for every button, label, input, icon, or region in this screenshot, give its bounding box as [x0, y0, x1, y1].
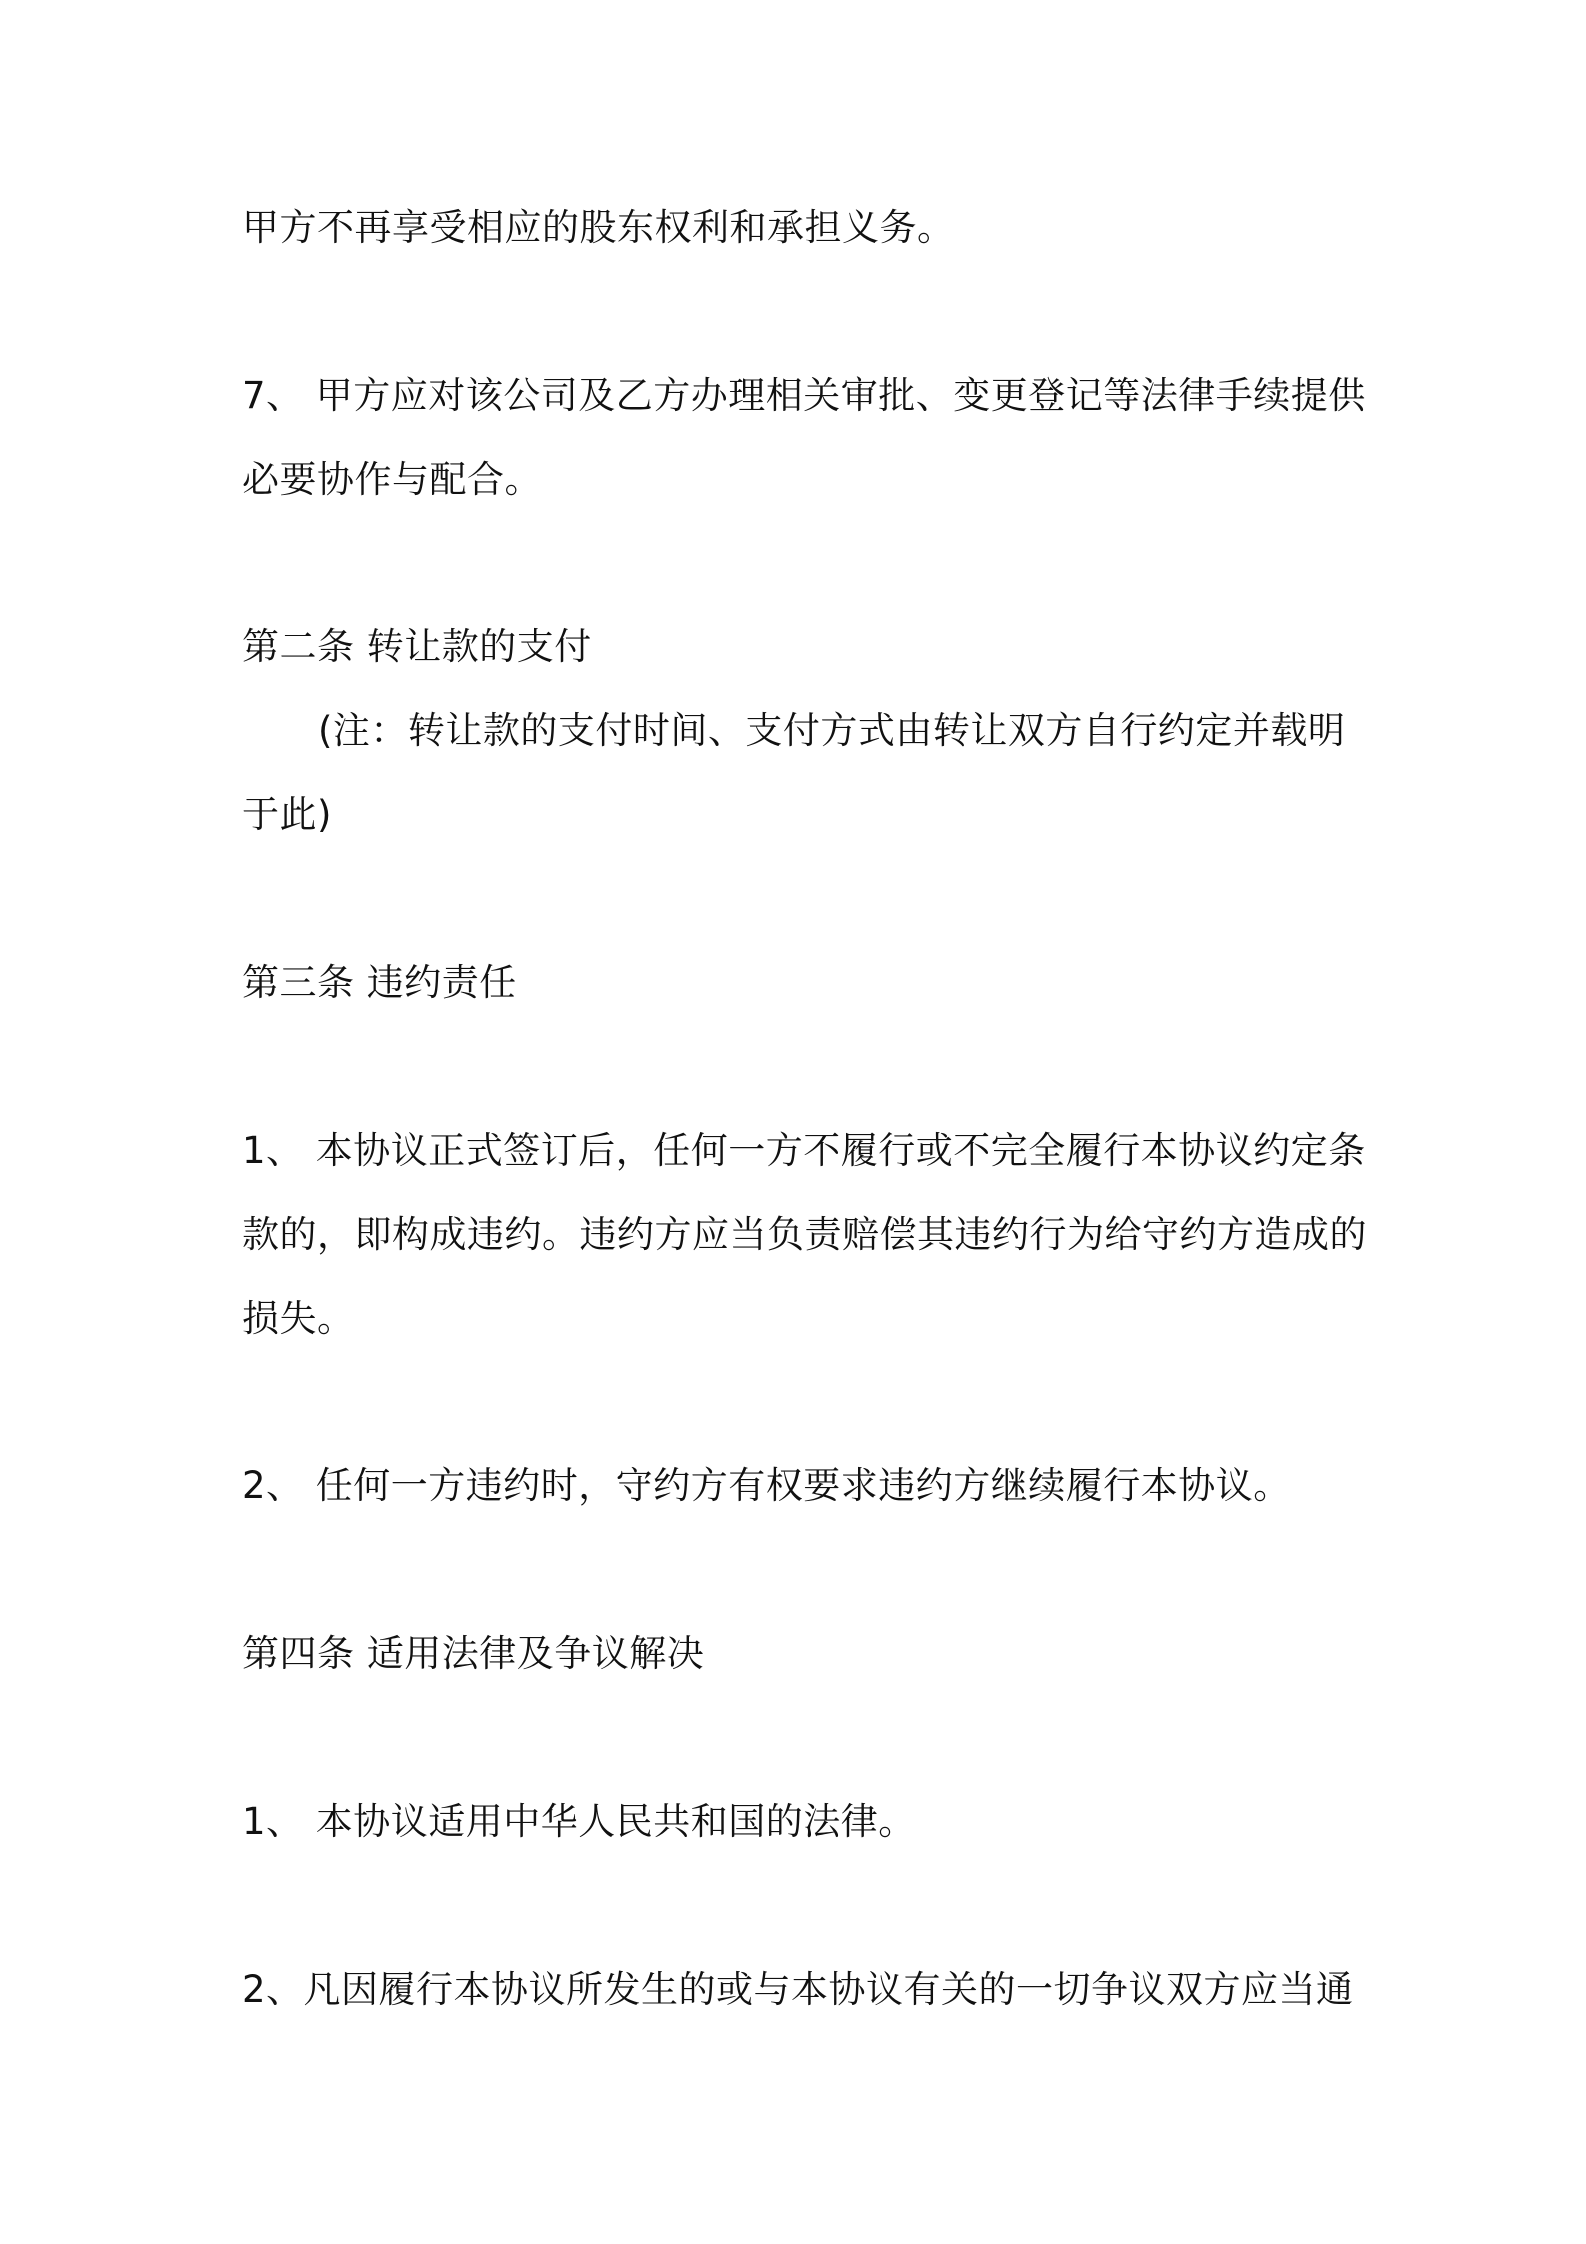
- article-4-clause-2-line-1: 2、凡因履行本协议所发生的或与本协议有关的一切争议双方应当通: [242, 1968, 1354, 2011]
- article-2-heading: 第二条 转让款的支付: [242, 625, 592, 668]
- article-4-clause-1: 1、 本协议适用中华人民共和国的法律。: [242, 1800, 916, 1843]
- clause-7-line-1: 7、 甲方应对该公司及乙方办理相关审批、变更登记等法律手续提供: [242, 374, 1366, 417]
- paragraph-line: 甲方不再享受相应的股东权利和承担义务。: [242, 206, 955, 249]
- clause-7-line-2: 必要协作与配合。: [242, 458, 542, 501]
- article-3-heading: 第三条 违约责任: [242, 961, 517, 1004]
- note-line-2: 于此): [242, 793, 332, 836]
- note-line-1: (注：转让款的支付时间、支付方式由转让双方自行约定并载明: [318, 709, 1346, 752]
- article-3-clause-1-line-3: 损失。: [242, 1297, 355, 1340]
- article-3-clause-2: 2、 任何一方违约时，守约方有权要求违约方继续履行本协议。: [242, 1464, 1291, 1507]
- article-3-clause-1-line-2: 款的，即构成违约。违约方应当负责赔偿其违约行为给守约方造成的: [242, 1213, 1367, 1256]
- article-3-clause-1-line-1: 1、 本协议正式签订后，任何一方不履行或不完全履行本协议约定条: [242, 1129, 1366, 1172]
- article-4-heading: 第四条 适用法律及争议解决: [242, 1632, 705, 1675]
